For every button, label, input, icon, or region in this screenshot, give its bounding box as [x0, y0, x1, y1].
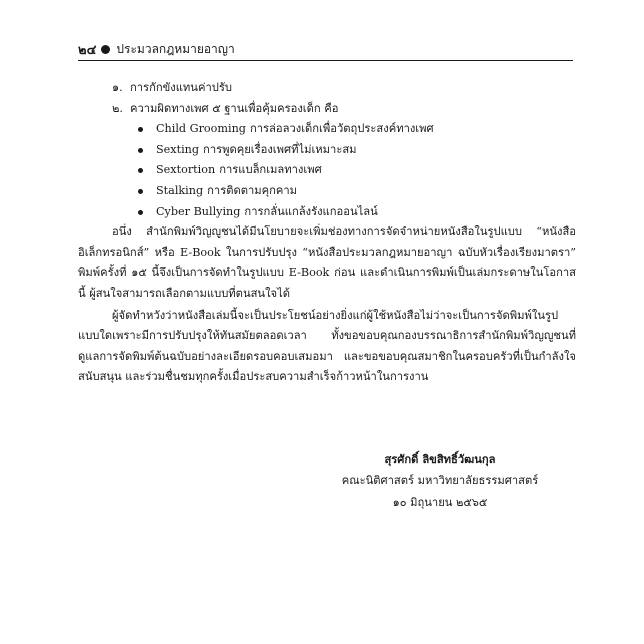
bullet-icon — [138, 210, 143, 215]
term-thai: การพูดคุยเรื่องเพศที่ไม่เหมาะสม — [203, 142, 357, 156]
running-header — [78, 38, 573, 60]
author-name: สุรศักดิ์ ลิขสิทธิ์วัฒนกุล — [384, 452, 496, 466]
page-number: ๒๔ — [78, 42, 97, 58]
author-affiliation: คณะนิติศาสตร์ มหาวิทยาลัยธรรมศาสตร์ — [341, 474, 539, 487]
item-number: ๑. — [112, 81, 123, 94]
bullet-icon — [138, 168, 143, 173]
list-item — [78, 202, 576, 223]
term-thai: การกลั่นแกล้งรังแกออนไลน์ — [244, 204, 378, 218]
bullet-icon — [138, 148, 143, 153]
numbered-item — [78, 99, 576, 120]
list-item — [78, 160, 576, 181]
term-english: Stalking — [156, 183, 204, 197]
offense-list — [78, 119, 576, 222]
term-thai: การติดตามคุกคาม — [207, 183, 298, 197]
item-number: ๒. — [112, 101, 123, 115]
term-english: Cyber Bullying — [156, 204, 241, 218]
term-thai: การแบล็กเมลทางเพศ — [219, 163, 322, 177]
paragraph-ebook-notice: อนึ่ง สำนักพิมพ์วิญญูชนได้มีนโยบายจะเพิ่มช่องทางการจัดจำหน่ายหนังสือในรูปแบบ “หนังสืออิเล็กทรอนิกส์” หรือ E-Book ในการปรับปรุง “หนังสือประมวลกฎหมายอาญา ฉบับหัวเรื่องเรียงมาตรา” พิมพ์ครั้งที่ ๑๕ นี้จึงเป็นการจัดทำในรูปแบบ E-Book ก่อน และดำเนินการพิมพ์เป็นเล่มกระดาษในโอกาสนี้ ผู้สนใจสามารถเลือกตามแบบที่ตนสนใจได้ — [78, 225, 576, 300]
numbered-item — [78, 78, 576, 99]
paragraph-acknowledgement: ผู้จัดทำหวังว่าหนังสือเล่มนี้จะเป็นประโยชน์อย่างยิ่งแก่ผู้ใช้หนังสือไม่ว่าจะเป็นการจัดพิมพ์ในรูปแบบใดเพราะมีการปรับปรุงให้ทันสมัยตลอดเวลา ทั้งขอขอบคุณกองบรรณาธิการสำนักพิมพ์วิญญูชนที่ดูแลการจัดพิมพ์ต้นฉบับอย่างละเอียดรอบคอบเสมอมา และขอขอบคุณสมาชิกในครอบครัวที่เป็นกำลังใจ สนับสนุน และร่วมชื่นชมทุกครั้งเมื่อประสบความสำเร็จก้าวหน้าในการงาน — [78, 308, 576, 384]
item-text: การกักขังแทนค่าปรับ — [130, 81, 232, 94]
signature-date: ๑๐ มิถุนายน ๒๕๖๕ — [392, 496, 488, 509]
term-thai: การล่อลวงเด็กเพื่อวัตถุประสงค์ทางเพศ — [249, 122, 434, 136]
running-header-title: ประมวลกฎหมายอาญา — [116, 41, 235, 56]
bullet-icon — [138, 127, 143, 132]
page-body — [78, 78, 576, 388]
signature-block — [340, 448, 540, 514]
header-divider — [78, 60, 573, 61]
bullet-icon — [138, 189, 143, 194]
term-english: Sextortion — [156, 163, 216, 177]
list-item — [78, 119, 576, 140]
term-english: Child Grooming — [156, 122, 246, 136]
bullet-dot-icon — [101, 45, 110, 54]
term-english: Sexting — [156, 142, 200, 156]
item-text: ความผิดทางเพศ ๕ ฐานเพื่อคุ้มครองเด็ก คือ — [130, 101, 339, 115]
list-item — [78, 181, 576, 202]
list-item — [78, 140, 576, 161]
